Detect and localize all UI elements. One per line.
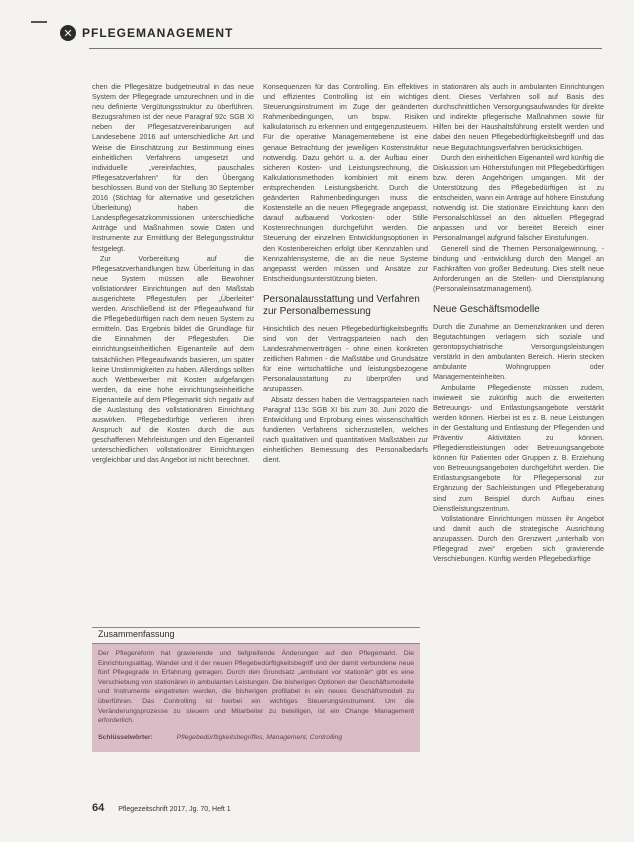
x-circle-icon: ✕	[60, 25, 76, 41]
paragraph: Hinsichtlich des neuen Pflegebedürftigkeitsbegriffs sind von der Vertragsparteien nach den Landesrahmenverträgen - ohne einen konkreten zeitlichen Rahmen - die Maßstäbe und Grundsätze für eine wirtschaftliche und leistungsbezogene Personalausstattung zu überprüfen und anzupassen.	[263, 323, 428, 394]
paragraph: Generell sind die Themen Personalgewinnung, -bindung und -entwicklung durch den Mangel an Fachkräften von großer Bedeutung. Dies stellt neue Anforderungen an die Stellen- und Dienstplanung (Personaleinsatzmanagement).	[433, 243, 604, 293]
paragraph: Konsequenzen für das Controlling. Ein effektives und effizientes Controlling ist ein wichtiges Steuerungsinstrument im Zuge der geänderten Rahmenbedingungen, um bspw. Risiken kalkulatorisch zu erkennen und entgegenzusteuern. Für die operative Managementebene ist eine genaue Betrachtung der jeweiligen Kostenstruktur notwendig. Dazu gehört u. a. der Aufbau einer sicheren Kosten- und Leistungsrechnung, die Kalkulationsmethoden kombiniert mit einem entsprechenden Leistungsbericht. Durch die geänderten Rahmenbedingungen muss die Kostenstelle an die neuen Pflegegrade angepasst, darauf aufbauend Vorkosten- oder Stille Kostenrechnungen durchgeführt werden. Die Steuerung der einzelnen Entwicklungsoptionen in den Kostenbereichen erfolgt über Kennzahlen und Kennzahlensysteme, die an die neue Systeme angepasst werden müssen und Ansätze zur Entscheidungsunterstützung bieten.	[263, 82, 428, 283]
keywords-label: Schlüsselwörter:	[98, 734, 153, 741]
paragraph: Vollstationäre Einrichtungen müssen ihr Angebot und damit auch die strategische Ausrichtung anzupassen. Durch den Grenzwert „unterhalb von Pflegegrad zwei“ ergeben sich gravierende Verschiebungen. Künftig werden Pflegebedürftige	[433, 513, 604, 564]
keywords	[98, 734, 342, 741]
section-label: PFLEGEMANAGEMENT	[82, 26, 234, 40]
paragraph: Ambulante Pflegedienste müssen zudem, inwieweit sie zukünftig auch die erweiterten Betreuungs- und Entlastungsangebote verstärkt werden können. Hierbei ist es z. B. neue Leistungen in der Gestaltung und Entlastung der Pflegenden und Präventiv Aktivitäten zu können. Pflegedienstleistungen oder Betreuungsangebote können für Patienten oder Gruppen z. B. Erziehung von Betreuungsangeboten durchgeführt werden. Die Entlastungsangebote für Pflegepersonal zur Ergänzung der Sachleistungen und Pflegeberatung sind zum Beispiel durch Aufbau eines Dienstleistungszentrum.	[433, 382, 604, 513]
paragraph: chen die Pflegesätze budgetneutral in das neue System der Pflegegrade umzurechnen und in die neu definierte Vergütungsstruktur zu überführen. Bezugsrahmen ist der neue Paragraf 92c SGB XI neben der Pflegesatzvereinbarungen auf Landesebene 2016 auf unterschiedliche Art und Weise die Einschätzung zur Bestimmung eines einheitlichen Verfahrens umgesetzt und individuelle „vereinfachtes, pauschales Pflegesatzverfahren“ für den Übergang beschlossen. Bund von der Stellung 30 September 2016 (Stichtag für alternative und gesetzlichen Überleitung) haben die Landespflegesatzkommissionen unterschiedliche Anträge und Maßnahmen sowie Daten und Instrumente zur Ermittlung der Belegungsstruktur festgelegt.	[92, 82, 254, 253]
page-footer	[92, 802, 231, 814]
column-2	[263, 82, 428, 465]
column-3	[433, 82, 604, 564]
column-1	[92, 82, 254, 466]
page-number: 64	[92, 802, 105, 814]
keywords-list: Pflegebedürftigkeitsbegriffes, Management, Controlling	[176, 734, 343, 741]
section-heading: Personalausstattung und Verfahren zur Personalbemessung	[263, 293, 420, 317]
summary-text: Der Pflegereform hat gravierende und tiefgreifende Änderungen auf den Pflegemarkt. Die Einrichtungsalltag, Wandel und it der neuen Pflegebedürftigkeitsbegriff und der damit verbundene neue fünf Pflegegrade in Erfahrung getragen. Durch den Grundsatz „ambulant vor stationär“ gibt es eine Verschiebung von stationären in ambulanten Leistungen. Die bisherigen Optionen der Geschäftsmodelle und Instrumente eingetreten werden, die bisherigen profitabel in ein neues Geschäftsmodell zu überführen. Das Controlling ist hierbei ein wichtiges Steuerungsinstrument. Um die Veränderungsprozesse zu steuern und Mitarbeiter zu beteiligen, ist ein Change Management erforderlich.	[98, 650, 414, 725]
section-header	[60, 25, 233, 41]
paragraph: Durch die Zunahme an Demenzkranken und deren Begutachtungen verlagern sich soziale und gerontopsychiatrische Versorgungsleistungen verstärkt in den ambulanten Bereich. Hierin stecken ambulante Wohngruppen oder Managementeinheiten.	[433, 321, 604, 382]
paragraph: Durch den einheitlichen Eigenanteil wird künftig die Diskussion um Höherstufungen mit Pflegebedürftigen bzw. deren Angehörigen umgangen. Mit der Unterstützung des Pflegebedürftigen ist zu entscheiden, wann ein Anträge auf höhere Einstufung notwendig ist. Die stationäre Einrichtung kann den Personalschlüssel an den aktuellen Pflegegrad anpassen und vor bereitet Bereich einer Personalmangel aufgrund falscher Einstufungen.	[433, 152, 604, 243]
section-heading: Neue Geschäftsmodelle	[433, 303, 540, 315]
header-rule	[89, 48, 602, 49]
paragraph: Zur Vorbereitung auf die Pflegesatzverhandlungen bzw. Überleitung in das neue System müssen alle Bewohner vollstationärer Einrichtungen auf den Maßstab ausgerichtete Pflegestufen per „Überleitet“ werden. Anschließend ist der Pflegeaufwand für die Pflegebedürftigen nach dem neuen System zu ermitteln. Das Ergebnis bildet die Grundlage für die Einnahmen der Pflegestufen. Die einrichtungseinheitlichen Eigenanteile auf dem tatsächlichen Pflegeaufwands basieren, um später keine Unstimmigkeiten zu haben. Allerdings sollten auch Wettbewerber mit Kosten aufgefangen werden, da eine hohe einrichtungseinheitliche Eigenanteile auf dem Pflegemarkt sich negativ auf die Auslastung des vollstationären Einrichtung auswirken. Pflegebedürftige verlieren ihren Anspruch auf die Kosten durch die aus geschaffenen Mehrleistungen und den Eigenanteil unterschiedlichen vollstationärer Einrichtungen vergleichbar und das Angebot ist nicht berechnet.	[92, 253, 254, 465]
summary-box	[92, 627, 420, 752]
citation: Pflegezeitschrift 2017, Jg. 70, Heft 1	[118, 806, 231, 813]
paragraph: Absatz dessen haben die Vertragsparteien nach Paragraf 113c SGB XI bis zum 30. Juni 2020 die Entwicklung und Erprobung eines wissenschaftlich fundierten Verfahrens sicherzustellen, welches nach qualitativen und quantitativen Maßstäben zur einheitlichen Bemessung des Personalbedarfs dient.	[263, 394, 428, 465]
summary-title: Zusammenfassung	[92, 628, 420, 644]
paragraph: in stationären als auch in ambulanten Einrichtungen dient. Dieses Verfahren soll auf Basis des durchschnittlichen Versorgungsaufwandes für direkte und indirekte pflegerische Maßnahmen sowie für Hilfen bei der Haushaltsführung erstellt werden und dabei den neuen Pflegebedürftigkeitsbegriff und das neue Begutachtungsverfahren berücksichtigen.	[433, 82, 604, 152]
top-rule	[31, 21, 47, 23]
